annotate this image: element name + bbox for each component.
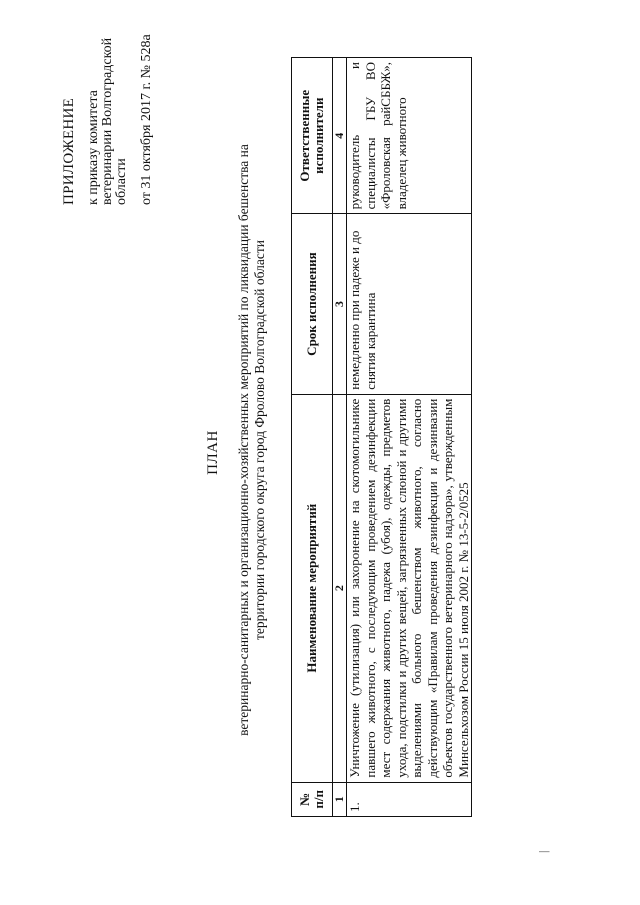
plan-title: ПЛАН [205, 430, 221, 475]
row-deadline: немедленно при падеже и до снятия карантина [347, 214, 472, 394]
page-mark: | [536, 850, 550, 853]
table-row [347, 58, 472, 817]
appendix-date: от 31 октября 2017 г. № 528а [139, 34, 154, 205]
header-deadline: Срок исполнения [292, 214, 333, 394]
row-measure: Уничтожение (утилизация) или захоронение на скотомогильнике павшего животного, с последующим проведением дезинфекции мест содержания животного, падежа (убоя), одежды, предметов ухода, подстилки и других вещей, загрязненных слюной и другими выделениями больного бешенством животного, согласно действующим «Правилам проведения дезинфекции и дезинвазии объектов государственного ветеринарного надзора», утвержденным Минсельхозом России 15 июля 2002 г. № 13-5-2/0525 [347, 394, 472, 782]
header-measure: Наименование мероприятий [292, 394, 333, 782]
appendix-title: ПРИЛОЖЕНИЕ [61, 97, 77, 205]
column-number: 3 [333, 214, 347, 394]
plan-subtitle: ветеринарно-санитарных и организационно-хозяйственных мероприятий по ликвидации бешенства на территории городского округа город Фролово Волгоградской области [236, 144, 267, 736]
header-executors: Ответственные исполнители [292, 58, 333, 214]
table-header-row [292, 58, 333, 817]
column-number: 1 [333, 782, 347, 816]
column-number-row [333, 58, 347, 817]
row-number: 1. [347, 782, 472, 816]
plan-table [291, 57, 472, 817]
header-number: № п/п [292, 782, 333, 816]
column-number: 4 [333, 58, 347, 214]
appendix-line-1: к приказу комитета [86, 90, 101, 205]
row-executors: руководитель и специалисты ГБУ ВО «Фроловская райСББЖ», владелец животного [347, 58, 472, 214]
appendix-line-2: ветеринарии Волгоградской области [100, 37, 129, 205]
appendix-header [62, 15, 154, 205]
column-number: 2 [333, 394, 347, 782]
